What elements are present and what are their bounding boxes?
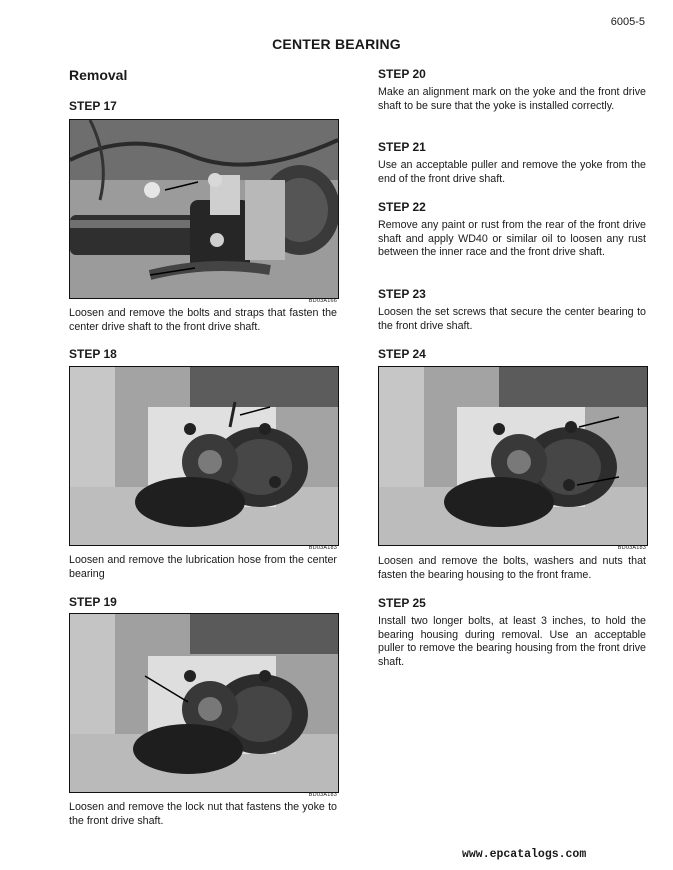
step-19-text: Loosen and remove the lock nut that fastens the yoke to the front drive shaft. (69, 801, 337, 827)
step-19-photo (69, 613, 339, 793)
step-18-photo (69, 366, 339, 546)
step-23-text: Loosen the set screws that secure the center bearing to the front drive shaft. (378, 306, 646, 332)
step-22-title: STEP 22 (378, 200, 426, 214)
section-title: Removal (69, 67, 128, 83)
step-17-text: Loosen and remove the bolts and straps that fasten the center drive shaft to the front drive shaft. (69, 307, 337, 333)
step-23-title: STEP 23 (378, 287, 426, 301)
step-17-figure-id: BD03A166 (308, 298, 337, 304)
step-22-text: Remove any paint or rust from the rear of the front drive shaft and apply WD40 or similar oil to loosen any rust between the inner race and the front drive shaft. (378, 219, 646, 258)
step-17-title: STEP 17 (69, 99, 117, 113)
step-18-title: STEP 18 (69, 347, 117, 361)
step-19-title: STEP 19 (69, 595, 117, 609)
step-19-figure-id: BD03A183 (308, 792, 337, 798)
step-20-title: STEP 20 (378, 67, 426, 81)
step-25-text: Install two longer bolts, at least 3 inches, to hold the bearing housing during removal. Use an acceptable puller to remove the bearing housing from the front drive shaft. (378, 615, 646, 668)
step-25-title: STEP 25 (378, 596, 426, 610)
page-number: 6005-5 (610, 16, 645, 28)
step-24-title: STEP 24 (378, 347, 426, 361)
step-21-text: Use an acceptable puller and remove the yoke from the end of the front drive shaft. (378, 159, 646, 185)
step-20-text: Make an alignment mark on the yoke and the front drive shaft to be sure that the yoke is installed correctly. (378, 86, 646, 112)
step-24-photo (378, 366, 648, 546)
step-24-figure-id: BD03A183 (617, 545, 646, 551)
footer-url[interactable]: www.epcatalogs.com (462, 848, 587, 861)
step-17-photo (69, 119, 339, 299)
step-18-text: Loosen and remove the lubrication hose from the center bearing (69, 554, 337, 580)
page-title: CENTER BEARING (272, 36, 401, 52)
step-21-title: STEP 21 (378, 140, 426, 154)
step-24-text: Loosen and remove the bolts, washers and nuts that fasten the bearing housing to the front frame. (378, 555, 646, 581)
step-18-figure-id: BD03A183 (308, 545, 337, 551)
